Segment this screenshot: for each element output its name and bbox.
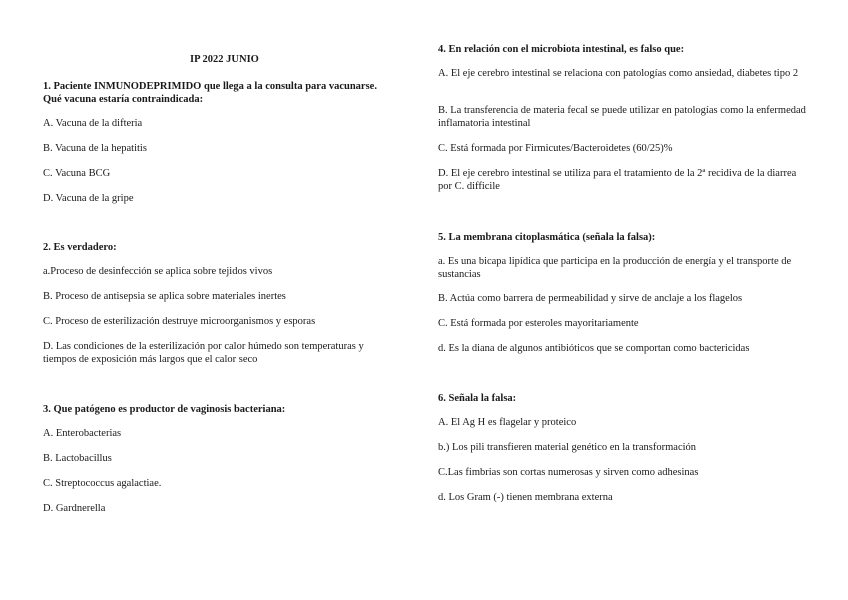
option: B. La transferencia de materia fecal se puede utilizar en patologías como la enfermedad inflamatoria intestinal (438, 105, 806, 129)
question-6 (438, 392, 808, 503)
question-stem: 1. Paciente INMUNODEPRIMIDO que llega a la consulta para vacunarse. Qué vacuna estaría contraindicada: (43, 81, 377, 105)
option: B. Lactobacillus (43, 453, 112, 464)
question-1 (43, 80, 393, 204)
question-4 (438, 43, 808, 192)
option: A. Enterobacterias (43, 428, 122, 439)
option: B. Proceso de antisepsia se aplica sobre materiales inertes (43, 291, 286, 302)
option: C.Las fimbrias son cortas numerosas y sirven como adhesinas (438, 467, 699, 478)
question-stem: 3. Que patógeno es productor de vaginosis bacteriana: (43, 404, 286, 415)
option: C. Proceso de esterilización destruye microorganismos y esporas (43, 316, 316, 327)
option: D. Las condiciones de la esterilización por calor húmedo son temperaturas y tiempos de exposición más largos que el calor seco (43, 341, 364, 365)
option: d. Es la diana de algunos antibióticos que se comportan como bactericidas (438, 343, 750, 354)
question-stem: 4. En relación con el microbiota intestinal, es falso que: (438, 44, 685, 55)
option: A. El Ag H es flagelar y proteico (438, 417, 577, 428)
option: d. Los Gram (-) tienen membrana externa (438, 492, 613, 503)
option: D. Gardnerella (43, 503, 106, 514)
option: D. El eje cerebro intestinal se utiliza para el tratamiento de la 2ª recidiva de la diarrea por C. difficile (438, 168, 797, 192)
option: a. Es una bicapa lipídica que participa en la producción de energía y el transporte de sustancias (438, 256, 792, 280)
question-stem: 5. La membrana citoplasmática (señala la falsa): (438, 232, 656, 243)
question-5 (438, 231, 808, 354)
document-title: IP 2022 JUNIO (190, 54, 259, 65)
option: C. Está formada por esteroles mayoritariamente (438, 318, 639, 329)
option: B. Vacuna de la hepatitis (43, 143, 147, 154)
question-3 (43, 403, 393, 514)
option: A. Vacuna de la difteria (43, 118, 143, 129)
option: b.) Los pili transfieren material genético en la transformación (438, 442, 697, 453)
option: a.Proceso de desinfección se aplica sobre tejidos vivos (43, 266, 273, 277)
question-2 (43, 241, 393, 365)
option: B. Actúa como barrera de permeabilidad y sirve de anclaje a los flagelos (438, 293, 743, 304)
question-stem: 6. Señala la falsa: (438, 393, 517, 404)
option: C. Está formada por Firmicutes/Bacteroidetes (60/25)% (438, 143, 673, 154)
question-stem: 2. Es verdadero: (43, 242, 117, 253)
option: C. Streptococcus agalactiae. (43, 478, 162, 489)
option: A. El eje cerebro intestinal se relaciona con patologías como ansiedad, diabetes tipo 2 (438, 68, 799, 79)
option: D. Vacuna de la gripe (43, 193, 134, 204)
option: C. Vacuna BCG (43, 168, 111, 179)
